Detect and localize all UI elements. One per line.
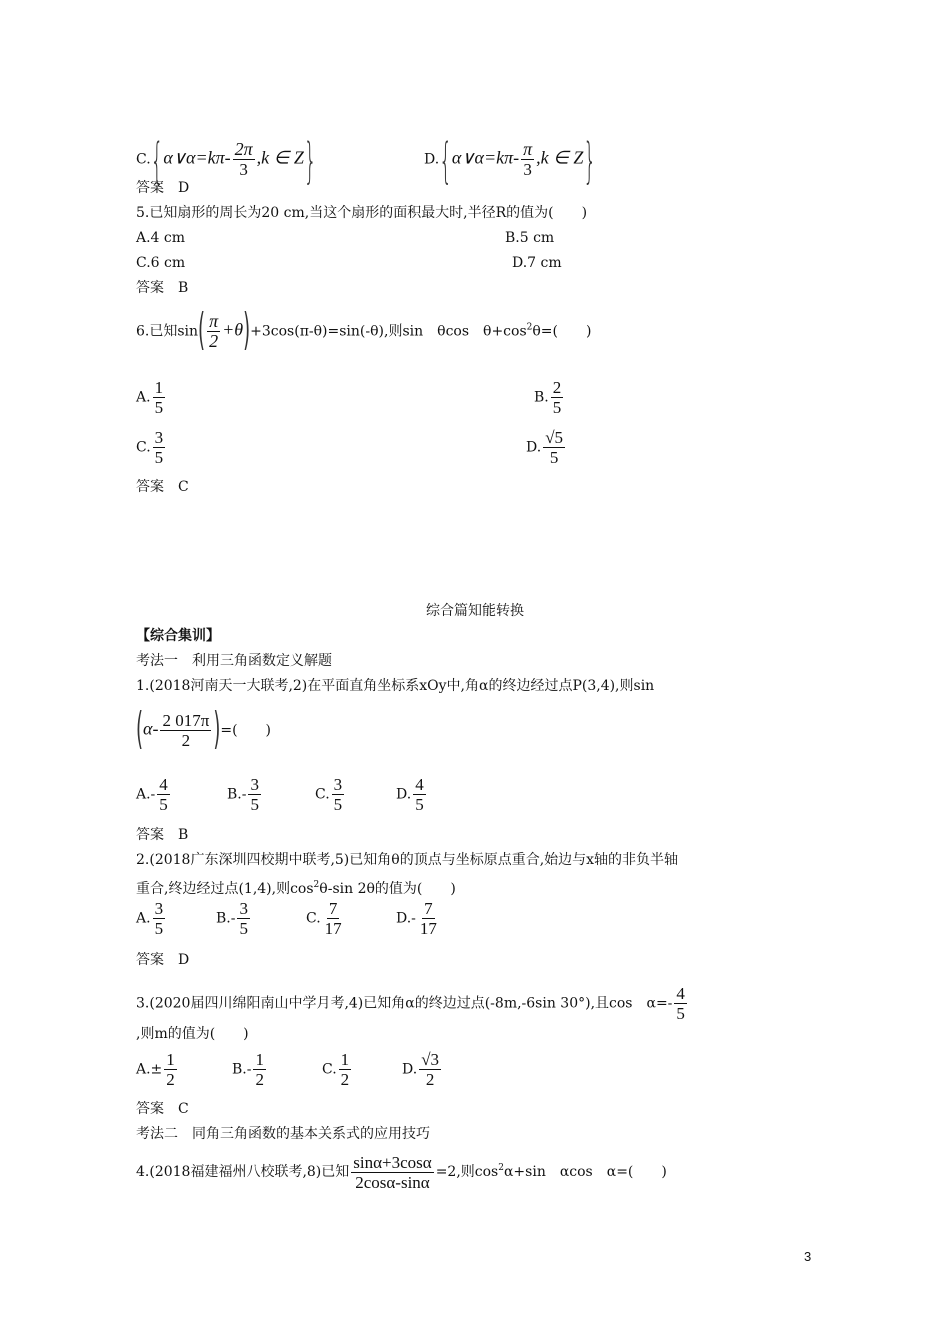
c3-option-c [322, 1050, 353, 1089]
denominator: 2 [209, 331, 219, 351]
q5-option-a: A.4 cm [136, 230, 186, 246]
fraction [551, 378, 564, 417]
set-expression: α∨α=kπ- [451, 147, 520, 168]
q5-option-c: C.6 cm [136, 255, 186, 271]
numerator: 7 [328, 899, 338, 918]
c1-option-d [396, 775, 428, 814]
c1-option-c [315, 775, 346, 814]
fraction [521, 140, 534, 179]
option-label: C. [136, 439, 151, 456]
denominator: 5 [154, 448, 164, 467]
numerator: 2π [234, 139, 253, 159]
section-header: 【综合集训】 [136, 628, 220, 644]
option-label: A. [136, 910, 151, 927]
numerator: sinα+3cosα [353, 1152, 432, 1172]
fraction [674, 984, 687, 1023]
superscript: 2 [498, 1163, 504, 1173]
stem-end: θ-sin 2θ的值为( ) [319, 881, 456, 897]
option-label: A.- [136, 786, 156, 803]
q5-option-d: D.7 cm [512, 255, 562, 271]
denominator: 2 [340, 1070, 350, 1089]
fraction [248, 775, 261, 814]
fraction [160, 711, 211, 750]
numerator: 3 [239, 899, 248, 918]
set-condition: ,k ∈ Z [536, 147, 584, 168]
denominator: 17 [324, 919, 342, 938]
numerator: 2 [552, 378, 562, 397]
option-label: A. [136, 389, 151, 406]
denominator: 5 [159, 795, 168, 814]
fraction [233, 140, 255, 179]
superscript: 2 [526, 322, 533, 333]
fraction [543, 428, 565, 467]
c2-option-d [396, 899, 441, 938]
denominator: 2 [181, 731, 191, 750]
right-brace: } [583, 130, 597, 189]
c2-answer: 答案 D [136, 952, 190, 968]
c1-stem: 1.(2018河南天一大联考,2)在平面直角坐标系xOy中,角α的终边经过点P(3,4),则sin [136, 678, 655, 694]
numerator: √3 [421, 1050, 440, 1069]
expression-head: α- [143, 718, 159, 739]
stem-mid: =2,则cos [435, 1164, 499, 1180]
c3-option-d [402, 1050, 443, 1089]
method-2-heading: 考法二 同角三角函数的基本关系式的应用技巧 [136, 1126, 430, 1142]
denominator: 17 [419, 919, 437, 938]
c3-option-b [232, 1050, 268, 1089]
option-label: C. [322, 1061, 337, 1078]
option-label: D. [424, 151, 440, 168]
fraction [339, 1050, 352, 1089]
denominator: 2cosα-sinα [355, 1172, 430, 1192]
c3-stem [136, 984, 689, 1023]
option-label: D. [526, 439, 542, 456]
fraction [164, 1050, 177, 1089]
denominator: 3 [239, 160, 248, 179]
expression-tail: =( ) [220, 722, 272, 739]
fraction [332, 775, 345, 814]
left-brace: { [439, 130, 452, 189]
c1-option-a [136, 775, 172, 814]
numerator: 1 [340, 1050, 350, 1069]
denominator: 5 [333, 795, 343, 814]
right-brace: } [303, 130, 317, 189]
option-label: C. [136, 151, 151, 168]
numerator: 3 [250, 775, 259, 794]
method-1-heading: 考法一 利用三角函数定义解题 [136, 653, 332, 669]
denominator: 2 [255, 1070, 264, 1089]
stem-prefix: 4.(2018福建福州八校联考,8)已知 [136, 1164, 350, 1180]
denominator: 5 [154, 398, 164, 417]
set-expression: α∨α=kπ- [163, 147, 231, 168]
numerator: 4 [676, 984, 685, 1003]
fraction [253, 1050, 266, 1089]
q6-answer: 答案 C [136, 479, 189, 495]
c2-option-c [306, 899, 346, 938]
option-label: B. [534, 389, 549, 406]
fraction [323, 899, 344, 938]
fraction [351, 1153, 433, 1192]
option-label: B.- [232, 1061, 252, 1078]
fraction [418, 899, 439, 938]
c3-answer: 答案 C [136, 1101, 189, 1117]
superscript: 2 [313, 880, 320, 890]
option-label: A.± [136, 1061, 163, 1078]
q5-option-b: B.5 cm [505, 230, 555, 246]
left-paren: ( [136, 704, 144, 755]
q4-option-d [424, 130, 597, 189]
numerator: π [523, 139, 533, 159]
stem-text: 3.(2020届四川绵阳南山中学月考,4)已知角α的终边过点(-8m,-6sin 30°),且cos α=- [136, 995, 673, 1012]
c4-stem [136, 1148, 667, 1192]
fraction [153, 428, 166, 467]
fraction [413, 775, 426, 814]
option-label: B.- [216, 910, 236, 927]
q5-stem: 5.已知扇形的周长为20 cm,当这个扇形的面积最大时,半径R的值为( ) [136, 205, 588, 221]
numerator: 4 [415, 775, 424, 794]
option-label: D.- [396, 910, 416, 927]
section-title: 综合篇知能转换 [426, 603, 524, 619]
q5-answer: 答案 B [136, 280, 189, 296]
c2-option-a [136, 899, 167, 938]
option-label: B.- [227, 786, 247, 803]
denominator: 2 [425, 1070, 435, 1089]
right-paren: ) [213, 704, 221, 755]
fraction [237, 899, 250, 938]
numerator: 1 [255, 1050, 264, 1069]
c1-answer: 答案 B [136, 827, 189, 843]
stem-end: α+sin αcos α=( ) [503, 1164, 667, 1180]
left-paren: ( [198, 305, 206, 356]
denominator: 5 [552, 398, 562, 417]
c1-expression [136, 704, 272, 755]
numerator: 4 [159, 775, 168, 794]
c2-option-b [216, 899, 252, 938]
numerator: 7 [424, 899, 433, 918]
numerator: 1 [166, 1050, 175, 1069]
option-label: C. [315, 786, 330, 803]
c2-stem-line1: 2.(2018广东深圳四校期中联考,5)已知角θ的顶点与坐标原点重合,始边与x轴的非负半轴 [136, 852, 679, 868]
numerator: 3 [333, 775, 343, 794]
expression-tail: +θ [222, 319, 244, 340]
numerator: 3 [154, 899, 164, 918]
q6-option-a [136, 378, 167, 417]
c3-stem-line2: ,则m的值为( ) [136, 1026, 249, 1042]
stem-rest: +3cos(π-θ)=sin(-θ),则sin θcos θ+cos [250, 323, 527, 340]
fraction [419, 1050, 441, 1089]
stem-end: θ=( ) [532, 323, 592, 340]
q4-answer: 答案 D [136, 180, 190, 196]
numerator: √5 [545, 428, 564, 447]
fraction [153, 899, 166, 938]
option-label: D. [396, 786, 412, 803]
right-paren: ) [243, 305, 251, 356]
option-label: D. [402, 1061, 418, 1078]
denominator: 5 [154, 919, 164, 938]
q6-option-c [136, 428, 167, 467]
denominator: 2 [166, 1070, 175, 1089]
set-condition: ,k ∈ Z [256, 147, 304, 168]
numerator: 3 [154, 428, 164, 447]
stem-text: 重合,终边经过点(1,4),则cos [136, 881, 314, 897]
fraction [207, 312, 220, 351]
denominator: 5 [415, 795, 424, 814]
denominator: 5 [676, 1004, 685, 1023]
c3-option-a [136, 1050, 179, 1089]
stem-prefix: 6.已知sin [136, 323, 199, 340]
denominator: 5 [239, 919, 248, 938]
q6-option-b [534, 378, 565, 417]
denominator: 5 [549, 448, 559, 467]
fraction [157, 775, 170, 814]
numerator: 2 017π [162, 711, 210, 730]
numerator: 1 [154, 378, 164, 397]
c2-stem-line2 [136, 875, 456, 899]
q6-option-d [526, 428, 567, 467]
left-brace: { [150, 130, 164, 189]
denominator: 5 [250, 795, 259, 814]
denominator: 3 [523, 160, 532, 179]
q6-stem [136, 305, 592, 356]
c1-option-b [227, 775, 263, 814]
page-number: 3 [804, 1249, 812, 1264]
option-label: C. [306, 910, 321, 927]
fraction [153, 378, 166, 417]
numerator: π [209, 311, 219, 331]
